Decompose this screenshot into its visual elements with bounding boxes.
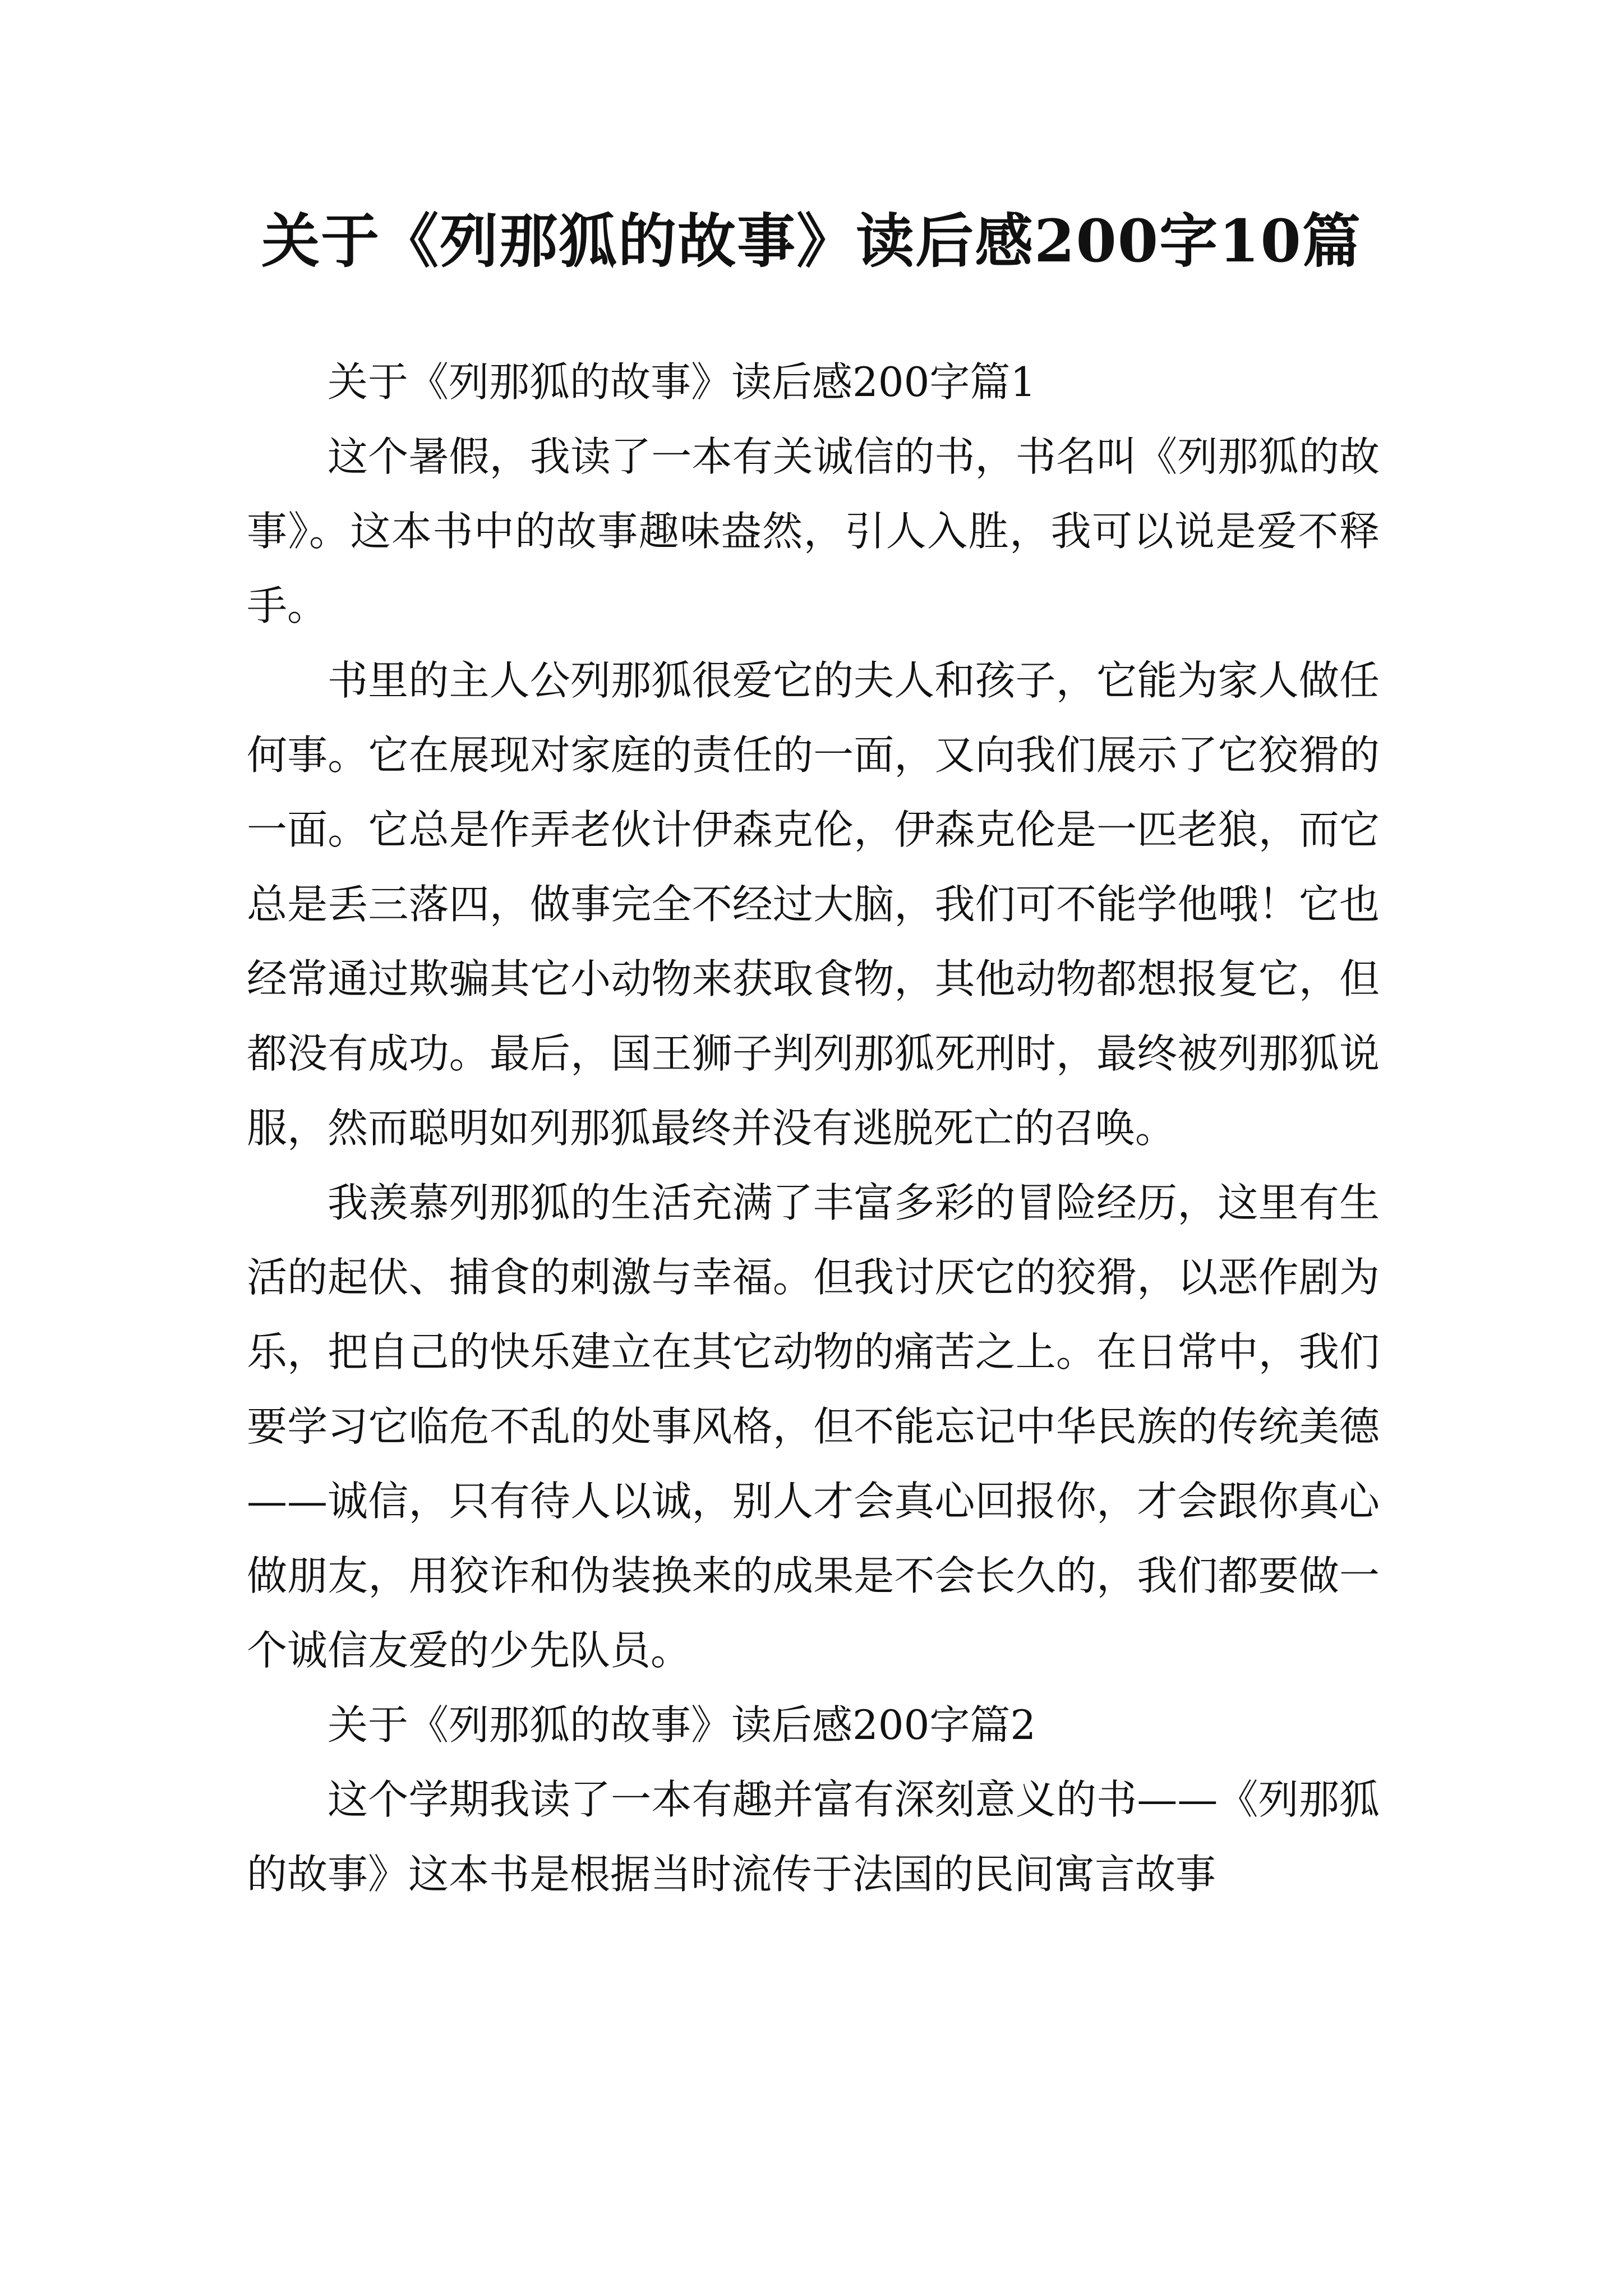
paragraph-1: 这个暑假，我读了一本有关诚信的书，书名叫《列那狐的故事》。这本书中的故事趣味盎然，引人入胜，我可以说是爱不释手。	[247, 433, 1380, 629]
paragraph-3: 我羡慕列那狐的生活充满了丰富多彩的冒险经历，这里有生活的起伏、捕食的刺激与幸福。但我讨厌它的狡猾，以恶作剧为乐，把自己的快乐建立在其它动物的痛苦之上。在日常中，我们要学习它临危不乱的处事风格，但不能忘记中华民族的传统美德——诚信，只有待人以诚，别人才会真心回报你，才会跟你真心做朋友，用狡诈和伪装换来的成果是不会长久的，我们都要做一个诚信友爱的少先队员。	[247, 1179, 1380, 1674]
document-title: 关于《列那狐的故事》读后感200字10篇	[261, 206, 1362, 275]
paragraph-4: 这个学期我读了一本有趣并富有深刻意义的书——《列那狐的故事》这本书是根据当时流传于法国的民间寓言故事	[247, 1776, 1380, 1898]
paragraph-2: 书里的主人公列那狐很爱它的夫人和孩子，它能为家人做任何事。它在展现对家庭的责任的一面，又向我们展示了它狡猾的一面。它总是作弄老伙计伊森克伦，伊森克伦是一匹老狼，而它总是丢三落四，做事完全不经过大脑，我们可不能学他哦！它也经常通过欺骗其它小动物来获取食物，其他动物都想报复它，但都没有成功。最后，国王狮子判列那狐死刑时，最终被列那狐说服，然而聪明如列那狐最终并没有逃脱死亡的召唤。	[247, 657, 1380, 1152]
section-heading-2: 关于《列那狐的故事》读后感200字篇2	[328, 1701, 1036, 1749]
section-heading-1: 关于《列那狐的故事》读后感200字篇1	[328, 358, 1036, 406]
document-body	[247, 345, 1380, 1912]
